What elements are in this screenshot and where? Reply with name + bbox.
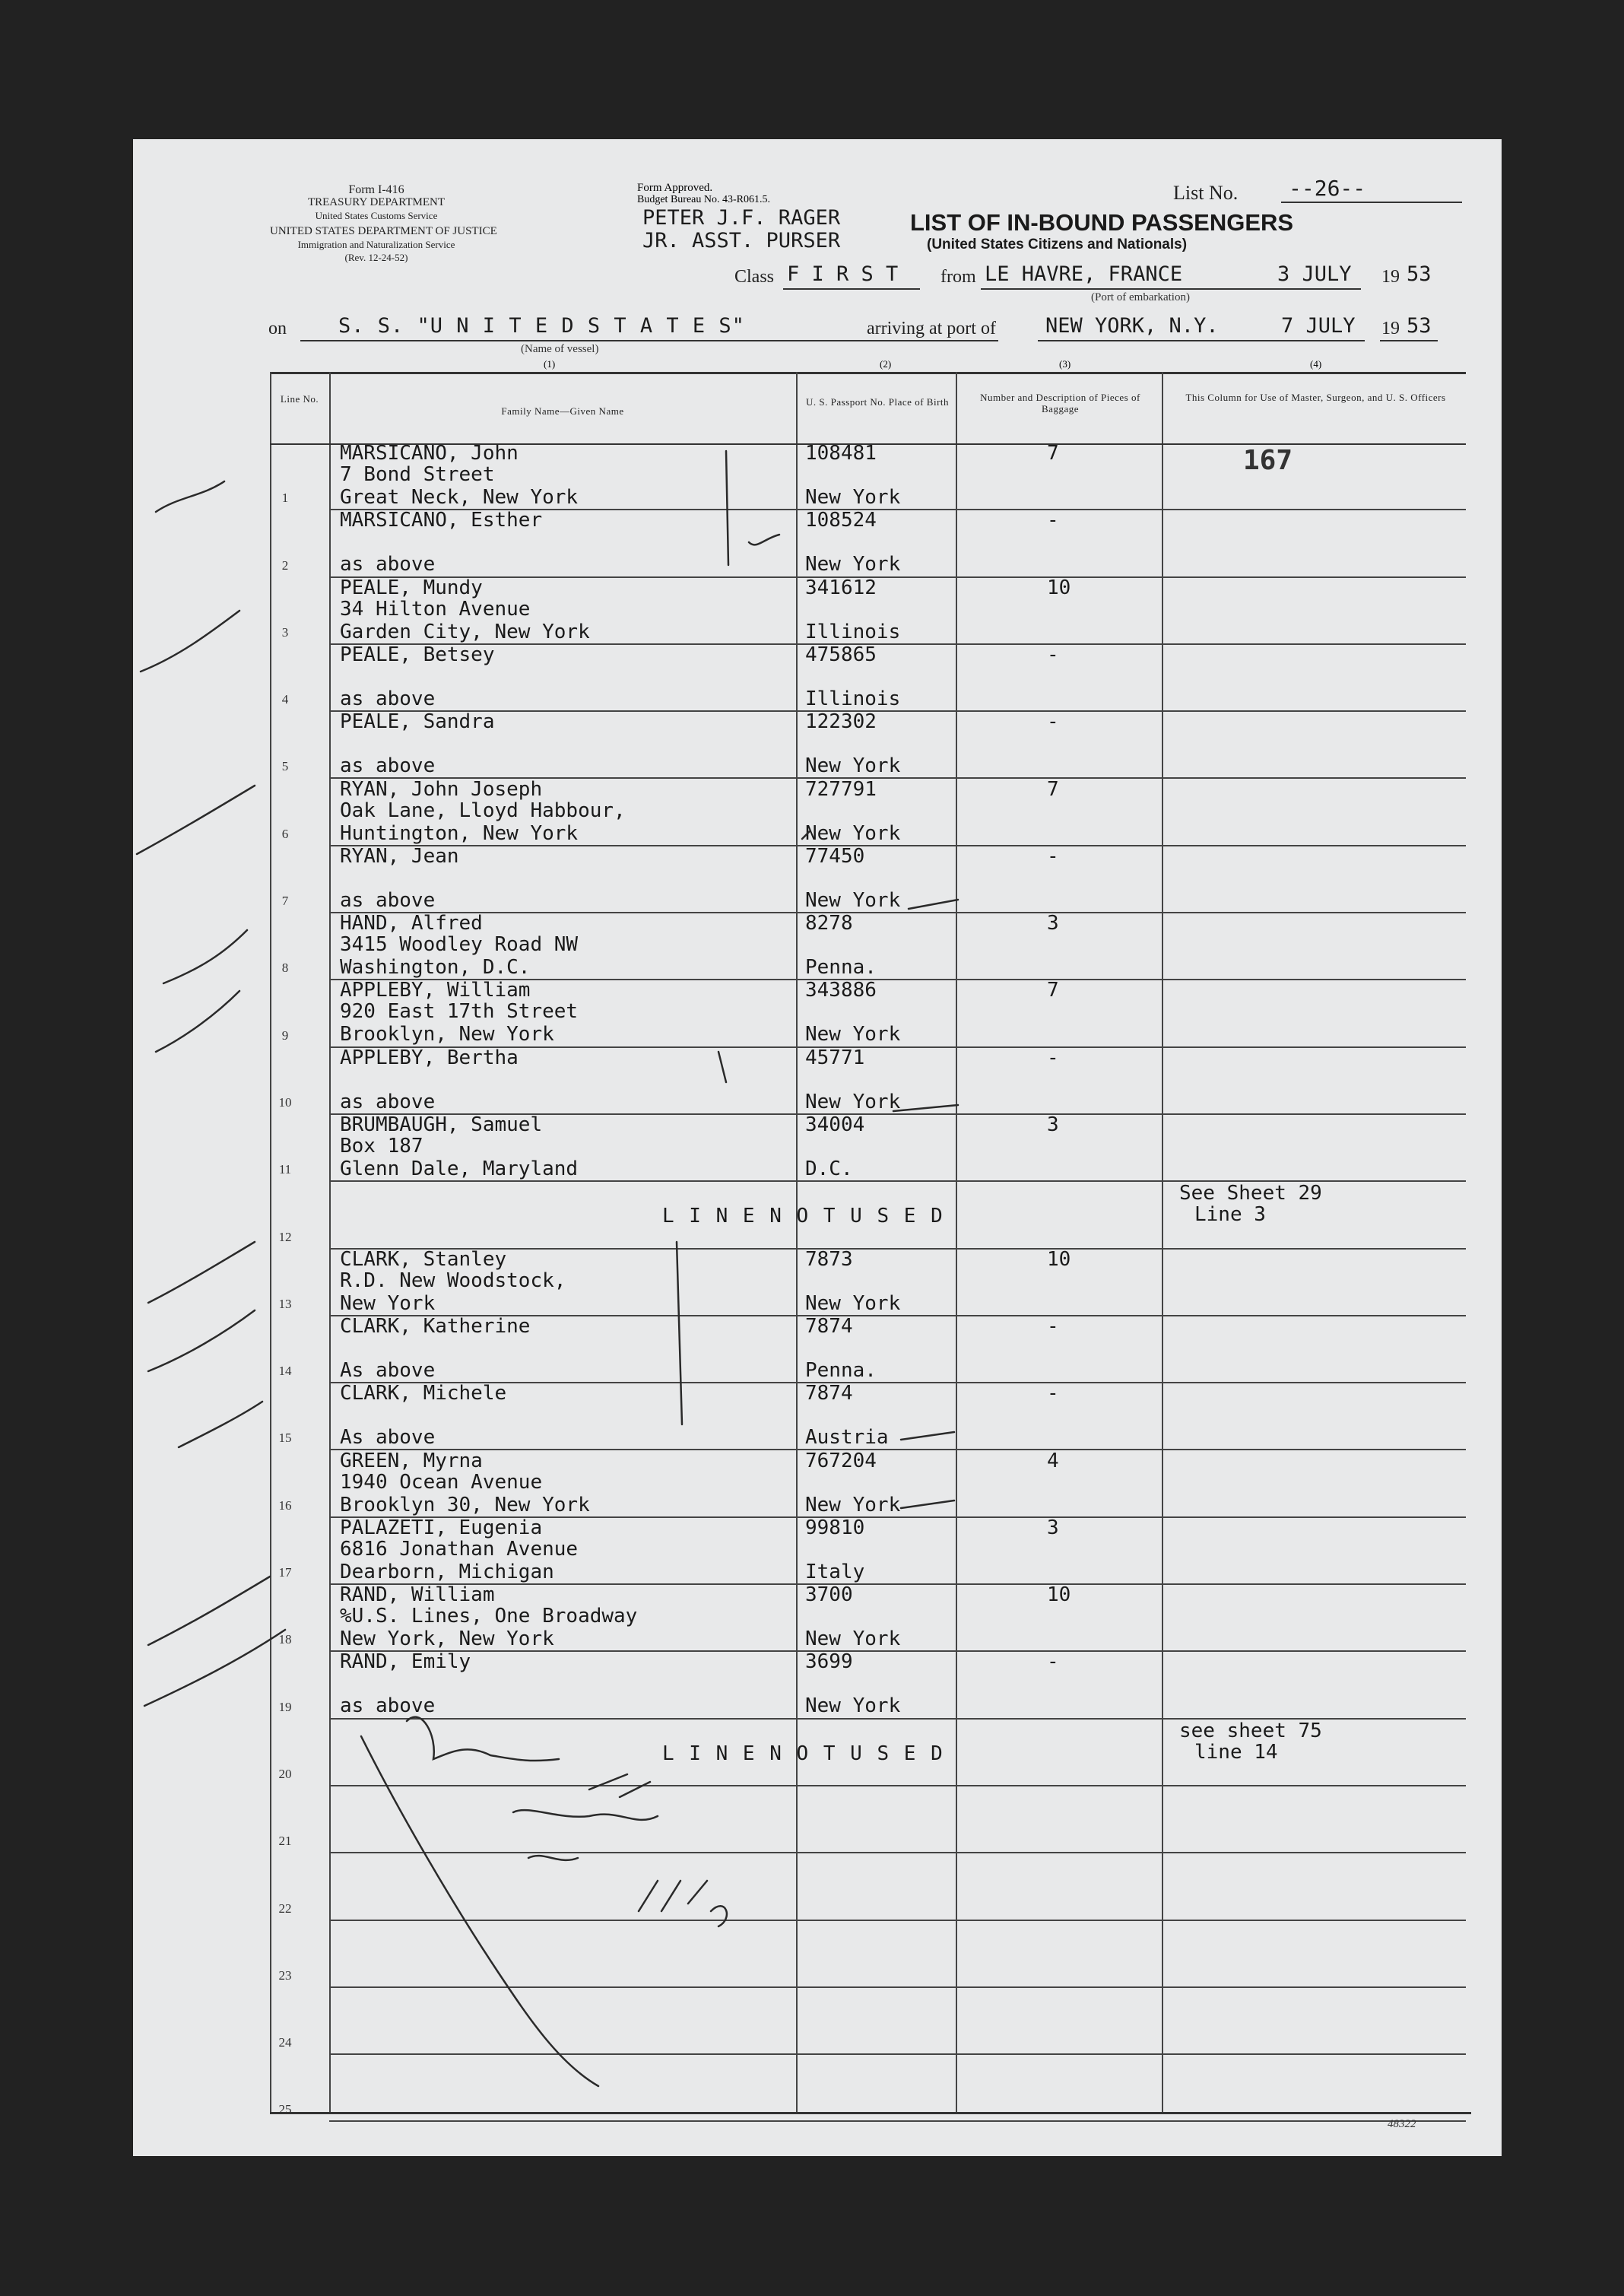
list-no-label: List No.: [1173, 182, 1239, 204]
address-line-2: Great Neck, New York: [340, 486, 579, 509]
address-line-1: Box 187: [340, 1135, 423, 1158]
col-number-4: (4): [1310, 358, 1322, 370]
treasury-dept: TREASURY DEPARTMENT: [307, 196, 446, 208]
passenger-name: CLARK, Katherine: [340, 1314, 531, 1338]
table-row: [133, 1247, 1502, 1316]
form-approved: Form Approved.: [637, 182, 713, 194]
passenger-name: PEALE, Betsey: [340, 643, 495, 666]
address-line-1: R.D. New Woodstock,: [340, 1269, 566, 1292]
address-line-2: New York: [340, 1291, 436, 1315]
arriving-label: arriving at port of: [867, 319, 996, 338]
passenger-name: APPLEBY, Bertha: [340, 1046, 519, 1069]
line-number: 6: [281, 826, 289, 841]
line-not-used: L I N E N O T U S E D: [662, 1205, 944, 1228]
col-number-3: (3): [1059, 358, 1071, 370]
address-line-1: 7 Bond Street: [340, 463, 495, 486]
address-line-2: as above: [340, 888, 436, 912]
table-row: [133, 510, 1502, 577]
baggage-count: 10: [1047, 576, 1071, 599]
table-top-rule: [270, 372, 1466, 374]
baggage-count: 10: [1047, 1583, 1071, 1607]
address-line-2: Washington, D.C.: [340, 956, 531, 980]
vessel-caption: (Name of vessel): [521, 343, 599, 355]
baggage-count: -: [1047, 1314, 1059, 1338]
address-line-2: Brooklyn, New York: [340, 1023, 554, 1046]
sheet-stamp-number: 167: [1243, 445, 1293, 476]
table-row: [133, 1652, 1502, 1719]
line-number: 18: [278, 1632, 292, 1647]
arrival-rule: [1038, 340, 1365, 341]
passenger-name: RAND, Emily: [340, 1650, 471, 1674]
officer-note-1: See Sheet 29: [1179, 1182, 1322, 1205]
table-row: [133, 777, 1502, 846]
passenger-name: PALAZETI, Eugenia: [340, 1516, 543, 1539]
address-line-2: Brooklyn 30, New York: [340, 1493, 590, 1516]
place-of-birth: New York: [805, 1628, 901, 1651]
baggage-count: -: [1047, 844, 1059, 868]
header-passport: U. S. Passport No. Place of Birth: [805, 396, 950, 408]
col-number-2: (2): [880, 358, 892, 370]
line-number: 12: [278, 1229, 292, 1244]
address-line-2: As above: [340, 1426, 436, 1450]
baggage-count: -: [1047, 1046, 1059, 1069]
place-of-birth: Austria: [805, 1426, 889, 1450]
place-of-birth: New York: [805, 754, 901, 778]
line-number: 4: [281, 692, 289, 707]
table-row: [133, 712, 1502, 779]
baggage-count: 4: [1047, 1449, 1059, 1472]
arrival-port: NEW YORK, N.Y.: [1045, 314, 1219, 338]
passport-number: 99810: [805, 1516, 865, 1539]
line-number: 5: [281, 759, 289, 774]
place-of-birth: New York: [805, 888, 901, 912]
place-of-birth: D.C.: [805, 1158, 853, 1180]
place-of-birth: New York: [805, 1023, 901, 1046]
passport-number: 77450: [805, 844, 865, 868]
address-line-2: as above: [340, 687, 436, 710]
line-number: 11: [278, 1162, 292, 1177]
depart-year-prefix: 19: [1381, 267, 1400, 287]
baggage-count: 7: [1047, 777, 1059, 801]
list-no-value: --26--: [1289, 176, 1366, 201]
address-line-2: Huntington, New York: [340, 821, 579, 845]
table-row: [133, 1048, 1502, 1115]
justice-dept: UNITED STATES DEPARTMENT OF JUSTICE: [270, 225, 497, 237]
list-no-rule: [1281, 202, 1462, 203]
line-number: 10: [278, 1094, 292, 1110]
address-line-2: as above: [340, 754, 436, 778]
address-line-1: %U.S. Lines, One Broadway: [340, 1605, 638, 1628]
passport-number: 3699: [805, 1650, 853, 1674]
place-of-birth: New York: [805, 486, 901, 509]
baggage-count: 3: [1047, 912, 1059, 935]
table-row: [133, 1518, 1502, 1585]
place-of-birth: Penna.: [805, 1358, 877, 1382]
from-rule: [981, 288, 1361, 290]
passenger-name: GREEN, Myrna: [340, 1449, 483, 1472]
line-number: 2: [281, 557, 289, 573]
table-row: [133, 578, 1502, 645]
table-row: [133, 1316, 1502, 1383]
place-of-birth: New York: [805, 553, 901, 576]
revision: (Rev. 12-24-52): [344, 252, 408, 263]
passport-number: 767204: [805, 1449, 877, 1472]
header-line-no: Line No.: [280, 393, 319, 405]
arrival-year-prefix: 19: [1381, 319, 1400, 338]
address-line-2: Glenn Dale, Maryland: [340, 1158, 579, 1180]
ins-service: Immigration and Naturalization Service: [297, 239, 455, 250]
passenger-name: BRUMBAUGH, Samuel: [340, 1113, 543, 1136]
address-line-2: As above: [340, 1358, 436, 1382]
passenger-name: RYAN, John Joseph: [340, 777, 543, 801]
table-row: [133, 846, 1502, 913]
table-row: [133, 1383, 1502, 1450]
header-baggage: Number and Description of Pieces of Baggage: [980, 392, 1140, 414]
line-number: 21: [278, 1834, 292, 1849]
passenger-name: CLARK, Stanley: [340, 1247, 507, 1271]
place-of-birth: Penna.: [805, 956, 877, 980]
place-of-birth: New York: [805, 1090, 901, 1113]
table-row: [133, 1921, 1502, 1988]
table-row: [133, 1182, 1502, 1249]
baggage-count: -: [1047, 643, 1059, 666]
col-number-1: (1): [544, 358, 556, 370]
table-row: [133, 1988, 1502, 2055]
line-number: 19: [278, 1699, 292, 1714]
line-number: 20: [278, 1766, 292, 1781]
depart-date: 3 JULY: [1277, 262, 1352, 286]
table-row: [133, 913, 1502, 980]
address-line-1: 6816 Jonathan Avenue: [340, 1537, 579, 1561]
baggage-count: 3: [1047, 1113, 1059, 1136]
line-number: 17: [278, 1565, 292, 1580]
baggage-count: 7: [1047, 979, 1059, 1002]
place-of-birth: New York: [805, 1493, 901, 1516]
class-value: F I R S T: [787, 262, 899, 286]
address-line-1: Oak Lane, Lloyd Habbour,: [340, 799, 626, 822]
table-row: [133, 1585, 1502, 1652]
line-number: 13: [278, 1296, 292, 1311]
header-officers: This Column for Use of Master, Surgeon, and U. S. Officers: [1185, 392, 1446, 403]
place-of-birth: Illinois: [805, 687, 901, 710]
form-number: Form I-416: [348, 183, 404, 196]
from-value: LE HAVRE, FRANCE: [985, 262, 1183, 286]
passenger-name: CLARK, Michele: [340, 1382, 507, 1405]
table-row: [133, 1115, 1502, 1182]
purser-name: PETER J.F. RAGER: [642, 206, 841, 230]
passport-number: 343886: [805, 979, 877, 1002]
line-number: 7: [281, 894, 289, 909]
row-rule: [329, 2120, 1466, 2122]
year-rule: [1380, 340, 1438, 341]
passport-number: 3700: [805, 1583, 853, 1607]
place-of-birth: New York: [805, 1694, 901, 1718]
class-label: Class: [734, 267, 775, 287]
arrival-year: 53: [1407, 314, 1432, 338]
passenger-name: RAND, William: [340, 1583, 495, 1607]
baggage-count: -: [1047, 509, 1059, 532]
passenger-name: APPLEBY, William: [340, 979, 531, 1002]
address-line-2: as above: [340, 553, 436, 576]
address-line-2: New York, New York: [340, 1628, 554, 1651]
baggage-count: 3: [1047, 1516, 1059, 1539]
passenger-name: MARSICANO, John: [340, 442, 519, 465]
line-number: 25: [278, 2102, 292, 2117]
passport-number: 7874: [805, 1314, 853, 1338]
line-number: 23: [278, 1967, 292, 1983]
class-rule: [783, 288, 920, 290]
passport-number: 45771: [805, 1046, 865, 1069]
line-not-used: L I N E N O T U S E D: [662, 1742, 944, 1765]
address-line-2: Garden City, New York: [340, 620, 590, 643]
baggage-count: -: [1047, 1650, 1059, 1674]
form-agencies: [270, 183, 497, 264]
manifest-sheet: [133, 139, 1502, 2156]
from-label: from: [940, 267, 976, 287]
address-line-2: as above: [340, 1090, 436, 1113]
line-number: 14: [278, 1364, 292, 1379]
arrival-date: 7 JULY: [1281, 314, 1356, 338]
customs-service: United States Customs Service: [315, 210, 438, 221]
passport-number: 108524: [805, 509, 877, 532]
passenger-name: PEALE, Sandra: [340, 710, 495, 734]
table-row: [133, 2055, 1502, 2122]
passport-number: 727791: [805, 777, 877, 801]
place-of-birth: New York: [805, 1291, 901, 1315]
address-line-1: 1940 Ocean Avenue: [340, 1470, 543, 1494]
officer-note-1: see sheet 75: [1179, 1719, 1322, 1742]
passenger-name: MARSICANO, Esther: [340, 509, 543, 532]
officer-note-2: Line 3: [1194, 1203, 1266, 1227]
passport-number: 475865: [805, 643, 877, 666]
list-title: LIST OF IN-BOUND PASSENGERS: [910, 209, 1294, 236]
port-embark-caption: (Port of embarkation): [1091, 291, 1190, 303]
baggage-count: -: [1047, 1382, 1059, 1405]
line-number: 22: [278, 1901, 292, 1916]
table-row: [133, 1853, 1502, 1920]
officer-note-2: line 14: [1194, 1740, 1278, 1764]
header-name: Family Name—Given Name: [501, 405, 624, 417]
budget-bureau: Budget Bureau No. 43-R061.5.: [637, 194, 770, 205]
passport-number: 34004: [805, 1113, 865, 1136]
line-number: 9: [281, 1027, 289, 1043]
address-line-2: as above: [340, 1694, 436, 1718]
line-number: 24: [278, 2035, 292, 2050]
passport-number: 7874: [805, 1382, 853, 1405]
footer-code: 48322: [1388, 2118, 1416, 2130]
purser-title: JR. ASST. PURSER: [642, 229, 841, 252]
place-of-birth: Illinois: [805, 620, 901, 643]
place-of-birth: New York: [805, 821, 901, 845]
passenger-name: HAND, Alfred: [340, 912, 483, 935]
line-number: 3: [281, 624, 289, 640]
passport-number: 7873: [805, 1247, 853, 1271]
baggage-count: 7: [1047, 442, 1059, 465]
vessel-rule: [300, 340, 998, 341]
list-subtitle: (United States Citizens and Nationals): [927, 237, 1188, 252]
address-line-2: Dearborn, Michigan: [340, 1560, 554, 1583]
line-number: 15: [278, 1431, 292, 1446]
passport-number: 122302: [805, 710, 877, 734]
on-label: on: [268, 319, 287, 338]
baggage-count: -: [1047, 710, 1059, 734]
address-line-1: 34 Hilton Avenue: [340, 597, 531, 621]
table-row: [133, 443, 1502, 510]
passenger-name: PEALE, Mundy: [340, 576, 483, 599]
table-row: [133, 645, 1502, 712]
baggage-count: 10: [1047, 1247, 1071, 1271]
line-number: 1: [281, 491, 289, 506]
line-number: 8: [281, 961, 289, 976]
table-row: [133, 1720, 1502, 1786]
table-row: [133, 980, 1502, 1047]
table-row: [133, 1451, 1502, 1518]
address-line-1: 920 East 17th Street: [340, 1000, 579, 1024]
address-line-1: 3415 Woodley Road NW: [340, 933, 579, 957]
passport-number: 108481: [805, 442, 877, 465]
line-number: 16: [278, 1497, 292, 1513]
passport-number: 341612: [805, 576, 877, 599]
table-row: [133, 1786, 1502, 1853]
vessel-name: S. S. "U N I T E D S T A T E S": [338, 314, 745, 338]
passport-number: 8278: [805, 912, 853, 935]
passenger-name: RYAN, Jean: [340, 844, 459, 868]
depart-year: 53: [1407, 262, 1432, 286]
place-of-birth: Italy: [805, 1560, 865, 1583]
